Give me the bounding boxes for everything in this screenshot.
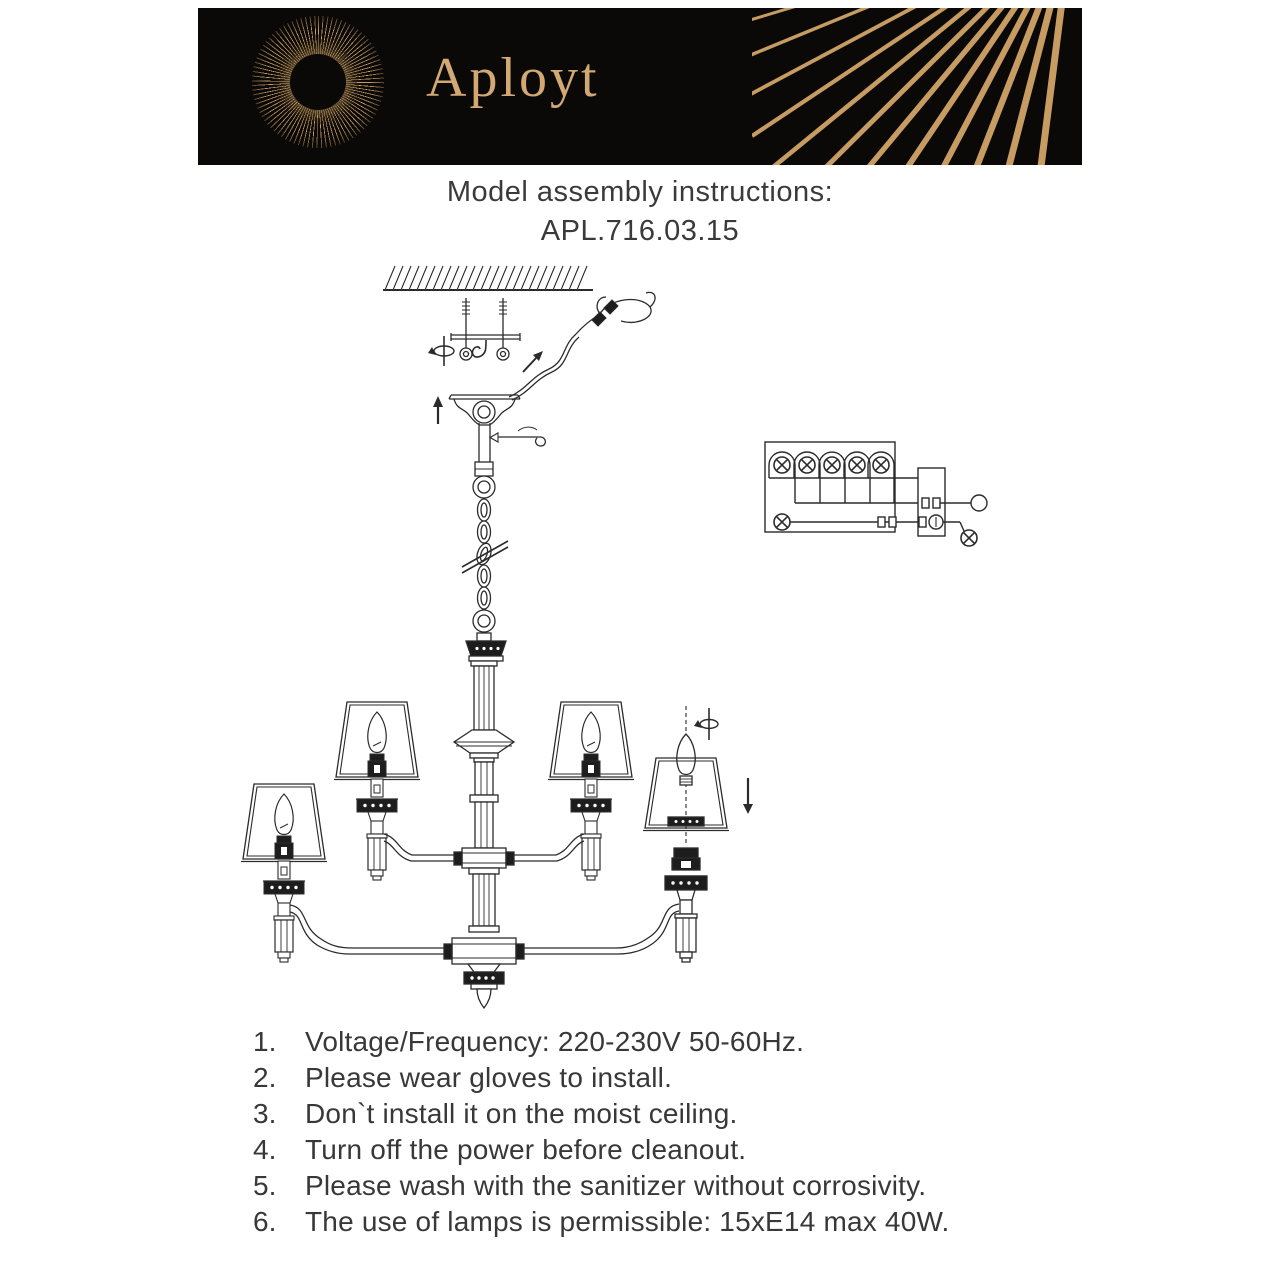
- lamp-upper-left: [334, 702, 420, 880]
- lamp-upper-right: [548, 702, 634, 880]
- power-wire: [509, 334, 579, 400]
- instruction-text: The use of lamps is permissible: 15xE14 max 40W.: [305, 1206, 950, 1237]
- mid-column: [469, 868, 499, 932]
- instruction-text: Please wear gloves to install.: [305, 1062, 673, 1093]
- instruction-number: 1.: [253, 1026, 277, 1057]
- arm-lower-right: [524, 904, 679, 954]
- instruction-item-1: [253, 1026, 1113, 1062]
- instruction-number: 2.: [253, 1062, 277, 1093]
- rotate-icon-top: [428, 336, 454, 366]
- instructions-list: [253, 1026, 1113, 1242]
- page-title: Model assembly instructions:: [446, 176, 834, 208]
- brand-name: Aployt: [426, 47, 600, 109]
- canopy-up-arrow-icon: [433, 396, 443, 424]
- hanging-chain: [473, 462, 495, 632]
- instruction-text: Turn off the power before cleanout.: [305, 1134, 747, 1165]
- wiring-schematic: [765, 442, 987, 546]
- instruction-number: 5.: [253, 1170, 277, 1201]
- lamp-lower-left: [241, 784, 327, 962]
- center-column: [454, 633, 514, 848]
- arm-lower-left: [290, 905, 444, 954]
- instruction-text: Don`t install it on the moist ceiling.: [305, 1098, 738, 1129]
- instruction-number: 3.: [253, 1098, 277, 1129]
- canopy-hook-tool-icon: [490, 427, 545, 446]
- arm-upper-right: [514, 834, 584, 861]
- instruction-item-6: [253, 1206, 1113, 1242]
- finial: [464, 964, 504, 1008]
- wire-junction: [576, 292, 655, 334]
- rotate-icon-shade: [694, 708, 718, 740]
- arrow-down-icon: [743, 778, 753, 814]
- lamp-exploded-view: [643, 706, 729, 962]
- upper-hub: [454, 848, 514, 868]
- chain-shorten-mark: [462, 541, 508, 573]
- instruction-item-2: [253, 1062, 1113, 1098]
- arrow-up-right-icon: [523, 351, 543, 372]
- ceiling-hook-icon: [472, 340, 486, 357]
- ceiling: [383, 266, 593, 290]
- arm-upper-left: [384, 834, 454, 861]
- instruction-number: 6.: [253, 1206, 277, 1237]
- instruction-text: Please wash with the sanitizer without corrosivity.: [305, 1170, 927, 1201]
- instruction-item-4: [253, 1134, 1113, 1170]
- instruction-number: 4.: [253, 1134, 277, 1165]
- canopy: [449, 395, 520, 462]
- instruction-item-3: [253, 1098, 1113, 1134]
- instruction-item-5: [253, 1170, 1113, 1206]
- lower-hub: [444, 938, 524, 964]
- model-code: APL.716.03.15: [540, 215, 740, 247]
- instruction-text: Voltage/Frequency: 220-230V 50-60Hz.: [305, 1026, 805, 1057]
